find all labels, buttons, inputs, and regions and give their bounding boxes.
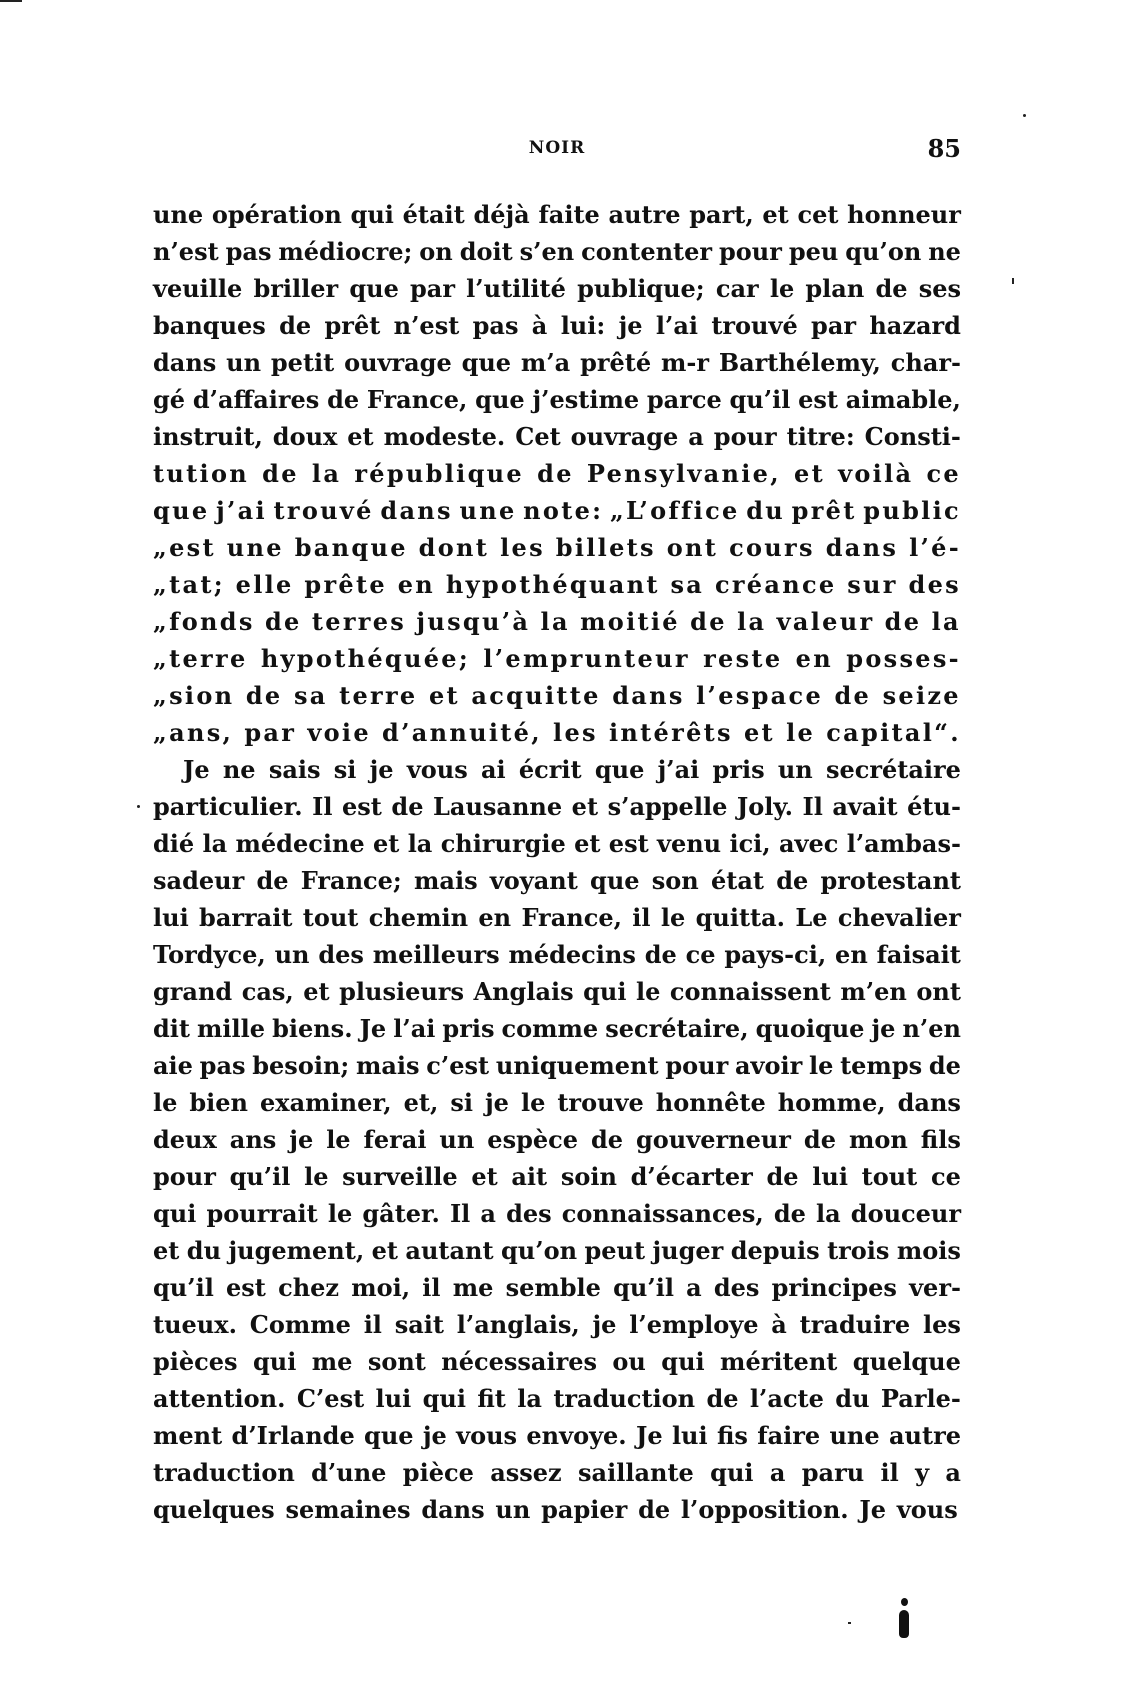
text-line: Tordyce, un des meilleurs médecins de ce pays-ci, en faisait: [153, 940, 961, 969]
text-line: dans un petit ouvrage que m’a prêté m-r Barthélemy, char-: [153, 348, 961, 377]
signature-mark: [898, 1598, 909, 1638]
body-text: [153, 196, 961, 1528]
text-line: Je ne sais si je vous ai écrit que j’ai pris un secrétaire: [183, 755, 961, 784]
text-line: veuille briller que par l’utilité publique; car le plan de ses: [153, 274, 961, 303]
text-line: aie pas besoin; mais c’est uniquement pour avoir le temps de: [153, 1051, 961, 1080]
text-line: instruit, doux et modeste. Cet ouvrage a pour titre: Consti-: [153, 422, 961, 451]
text-line: „terre hypothéquée; l’emprunteur reste en posses-: [153, 644, 961, 673]
text-line: une opération qui était déjà faite autre part, et cet honneur: [153, 200, 961, 229]
text-line: tueux. Comme il sait l’anglais, je l’employe à traduire les: [153, 1310, 961, 1339]
text-line: „est une banque dont les billets ont cours dans l’é-: [153, 533, 961, 562]
text-line: particulier. Il est de Lausanne et s’appelle Joly. Il avait étu-: [153, 792, 961, 821]
text-line: et du jugement, et autant qu’on peut juger depuis trois mois: [153, 1236, 961, 1265]
text-line: grand cas, et plusieurs Anglais qui le connaissent m’en ont: [153, 977, 961, 1006]
text-line: pièces qui me sont nécessaires ou qui méritent quelque: [153, 1347, 961, 1376]
text-line: le bien examiner, et, si je le trouve honnête homme, dans: [153, 1088, 961, 1117]
text-line: n’est pas médiocre; on doit s’en contenter pour peu qu’on ne: [153, 237, 961, 266]
text-line: „ans, par voie d’annuité, les intérêts et le capital“.: [153, 718, 961, 747]
scan-speck: [1012, 278, 1014, 284]
text-line: „fonds de terres jusqu’à la moitié de la valeur de la: [153, 607, 961, 636]
text-line: deux ans je le ferai un espèce de gouverneur de mon fils: [153, 1125, 961, 1154]
text-line: attention. C’est lui qui fit la traduction de l’acte du Parle-: [153, 1384, 961, 1413]
text-line: banques de prêt n’est pas à lui: je l’ai trouvé par hazard: [153, 311, 961, 340]
text-line: qu’il est chez moi, il me semble qu’il a des principes ver-: [153, 1273, 961, 1302]
text-line: dit mille biens. Je l’ai pris comme secrétaire, quoique je n’en: [153, 1014, 961, 1043]
scan-speck: [848, 1622, 851, 1624]
page-number: 85: [927, 134, 961, 163]
scan-speck: [1023, 114, 1026, 117]
text-line: tution de la république de Pensylvanie, et voilà ce: [153, 459, 961, 488]
text-line: que j’ai trouvé dans une note: „L’office du prêt public: [153, 496, 961, 525]
scan-edge-mark: [0, 0, 22, 2]
text-line: ment d’Irlande que je vous envoye. Je lui fis faire une autre: [153, 1421, 961, 1450]
page-header: [153, 134, 961, 174]
text-line: „tat; elle prête en hypothéquant sa créance sur des: [153, 570, 961, 599]
scan-speck: [137, 805, 140, 808]
text-line: „sion de sa terre et acquitte dans l’espace de seize: [153, 681, 961, 710]
text-line: lui barrait tout chemin en France, il le quitta. Le chevalier: [153, 903, 961, 932]
text-line: qui pourrait le gâter. Il a des connaissances, de la douceur: [153, 1199, 961, 1228]
text-line: sadeur de France; mais voyant que son état de protestant: [153, 866, 961, 895]
text-line: dié la médecine et la chirurgie et est venu ici, avec l’ambas-: [153, 829, 961, 858]
text-line: traduction d’une pièce assez saillante qui a paru il y a: [153, 1458, 961, 1487]
text-line: gé d’affaires de France, que j’estime parce qu’il est aimable,: [153, 385, 961, 414]
text-line: pour qu’il le surveille et ait soin d’écarter de lui tout ce: [153, 1162, 961, 1191]
text-line: quelques semaines dans un papier de l’opposition. Je vous: [153, 1495, 958, 1524]
running-head: NOIR: [528, 138, 586, 158]
